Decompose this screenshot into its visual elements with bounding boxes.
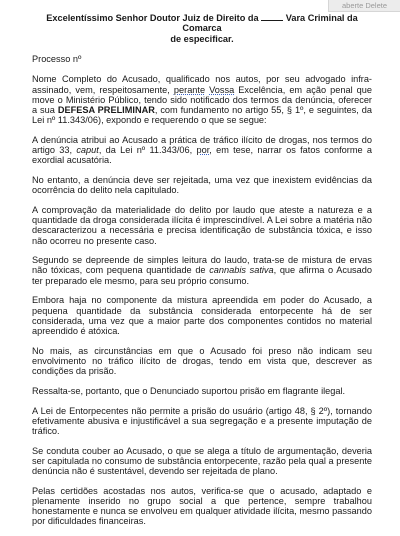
spellcheck-word-por: por — [196, 145, 210, 156]
title-part-1: Excelentíssimo Senhor Doutor Juiz de Direito da — [46, 13, 259, 23]
p5-text-b: , que afirma o Acusado ter preparado ele mesmo, para seu próprio consumo. — [32, 265, 372, 286]
corner-tab[interactable] — [328, 0, 400, 12]
paragraph-mistura: Embora haja no componente da mistura apreendida em poder do Acusado, a pequena quantidade da substância considerada entorpecente há de ser considerada, uma vez que a maior parte dos componentes contidos no material apreendido é atóxica. — [32, 295, 372, 336]
spellcheck-word-vossa: Vossa — [209, 84, 235, 95]
defesa-preliminar-bold: DEFESA PRELIMINAR — [57, 105, 155, 116]
p5-text-a: Segundo se depreende de simples leitura do laudo, trata-se de mistura de ervas não tóxicas, com pequena quantidade de — [32, 255, 372, 276]
p1-text-a: Nome Completo do Acusado, qualificado nos autos, por seu advogado infra-assinado, vem, respeitosamente, — [32, 74, 372, 95]
title-part-2: Vara Criminal da Comarca — [182, 13, 358, 34]
title-part-3: de especificar. — [170, 33, 234, 44]
paragraph-lei-entorpecentes: A Lei de Entorpecentes não permite a prisão do usuário (artigo 48, § 2º), tornando efetivamente abusiva e injustificável a sua segregação e a presente imputação de tráfico. — [32, 405, 372, 436]
cannabis-italic: cannabis sativa — [209, 265, 274, 276]
p2-text-b: , da Lei nº 11.343/06, — [98, 145, 197, 156]
p1-text-b: Excelência, em ação penal que move o Ministério Público, tendo sido notificado dos termos da denúncia, oferecer a sua — [32, 84, 373, 116]
paragraph-no-entanto: No entanto, a denúncia deve ser rejeitada, uma vez que inexistem evidências da ocorrência do delito nela capitulado. — [32, 175, 372, 196]
p1-text-c: , com fundamento no artigo 55, § 1º, e seguintes, da Lei nº 11.343/06), expondo e requerendo o que se segue: — [32, 105, 372, 126]
paragraph-denuncia — [32, 135, 372, 166]
document-body — [32, 12, 372, 536]
paragraph-comprovacao: A comprovação da materialidade do delito por laudo que ateste a natureza e a quantidade da droga considerada ilícita é imprescindível. A Lei sobre a matéria não descaracterizou a necessária e precisa identificação de substância tóxica, e isso não ocorreu no presente caso. — [32, 204, 372, 246]
paragraph-intro — [32, 74, 372, 125]
blank-line — [261, 12, 283, 21]
p2-text-c: , em tese, narrar os fatos conforme a exordial acusatória. — [32, 145, 372, 166]
paragraph-ressalta: Ressalta-se, portanto, que o Denunciado suportou prisão em flagrante ilegal. — [32, 385, 346, 396]
spellcheck-word-perante: perante — [173, 84, 206, 95]
paragraph-conduta: Se conduta couber ao Acusado, o que se alega a título de argumentação, deveria ser capitulada no consumo de substância entorpecente, razão pela qual a presente denúncia não é sustentável, devendo ser rejeitada de plano. — [32, 445, 372, 477]
paragraph-circunstancias: No mais, as circunstâncias em que o Acusado foi preso não indicam seu envolvimento no tráfico ilícito de drogas, tendo em vista que, descrever as condições da prisão. — [32, 345, 372, 377]
paragraph-certidoes: Pelas certidões acostadas nos autos, verifica-se que o acusado, adaptado e plenamente inserido no grupo social a que pertence, sempre trabalhou honestamente e nunca se envolveu em qualquer atividade ilícita, mesmo passando por dificuldades financeiras. — [32, 485, 372, 527]
paragraph-laudo — [32, 255, 372, 286]
processo-number: Processo nº — [32, 54, 82, 65]
caput-italic: caput — [76, 145, 99, 156]
p2-text-a: A denúncia atribui ao Acusado a prática de tráfico ilícito de drogas, nos termos do artigo 33, — [32, 134, 372, 156]
corner-tab-label: aberte Delete — [341, 1, 388, 10]
document-title — [32, 12, 372, 44]
